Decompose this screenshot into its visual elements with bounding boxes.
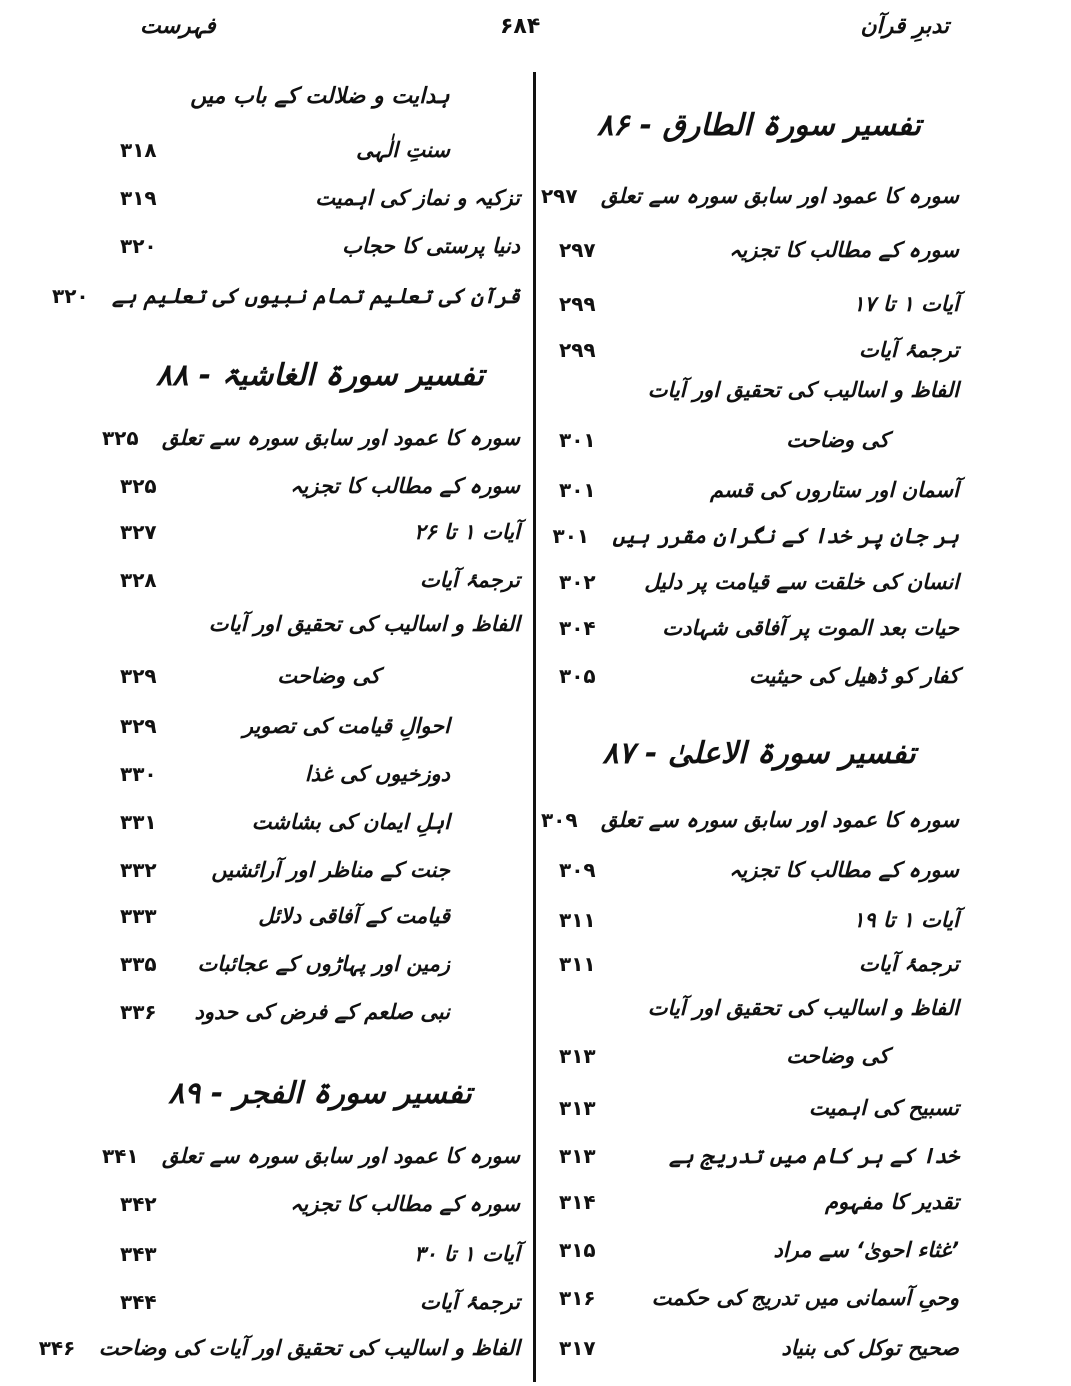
toc-row[interactable] bbox=[120, 1282, 520, 1322]
toc-entry-title: سورہ کے مطالب کا تجزیہ bbox=[290, 1192, 520, 1216]
toc-entry-title: آیات ۱ تا ۲۶ bbox=[414, 520, 520, 544]
toc-row[interactable] bbox=[120, 850, 520, 890]
toc-row[interactable] bbox=[120, 226, 520, 266]
toc-entry-title: تزکیہ و نماز کی اہمیت bbox=[315, 186, 520, 210]
toc-page-number: ۳۴۳ bbox=[120, 1242, 157, 1266]
toc-entry-title: سورہ کے مطالب کا تجزیہ bbox=[290, 474, 520, 498]
toc-page-number: ۳۲۸ bbox=[120, 568, 157, 592]
toc-row[interactable] bbox=[120, 706, 520, 746]
toc-entry-title: قیامت کے آفاقی دلائل bbox=[258, 904, 450, 928]
toc-row[interactable] bbox=[120, 466, 520, 506]
toc-page-number: ۳۰۱ bbox=[559, 428, 596, 452]
toc-entry-title: سورہ کے مطالب کا تجزیہ bbox=[729, 858, 959, 882]
toc-page-number: ۳۱۳ bbox=[559, 1144, 596, 1168]
toc-page-number: ۳۳۲ bbox=[120, 858, 157, 882]
toc-row[interactable] bbox=[559, 470, 959, 510]
toc-row[interactable] bbox=[559, 1136, 959, 1176]
toc-entry-title: آسمان اور ستاروں کی قسم bbox=[709, 478, 959, 502]
surah-heading-87: تفسیر سورۃ الاعلیٰ - ۸۷ bbox=[602, 735, 916, 771]
toc-entry-title: سنتِ الٰہی bbox=[356, 138, 450, 162]
page-number: ۶۸۴ bbox=[500, 14, 541, 39]
toc-row[interactable] bbox=[559, 900, 959, 940]
toc-entry-title: ترجمۂ آیات bbox=[419, 568, 520, 592]
toc-page-number: ۳۰۲ bbox=[559, 570, 596, 594]
toc-row[interactable] bbox=[120, 604, 520, 644]
toc-entry-title: الفاظ و اسالیب کی تحقیق اور آیات bbox=[647, 996, 959, 1020]
toc-entry-title: صحیح توکل کی بنیاد bbox=[781, 1336, 959, 1360]
toc-row[interactable] bbox=[559, 562, 959, 602]
toc-page-number: ۳۴۴ bbox=[120, 1290, 157, 1314]
toc-row[interactable] bbox=[559, 230, 959, 270]
toc-page-number: ۳۴۲ bbox=[120, 1192, 157, 1216]
toc-row[interactable] bbox=[559, 1088, 959, 1128]
toc-page-number: ۲۹۷ bbox=[540, 184, 578, 208]
book-title: تدبرِ قرآن bbox=[860, 14, 949, 39]
toc-row[interactable] bbox=[120, 992, 520, 1032]
toc-entry-title: احوالِ قیامت کی تصویر bbox=[242, 714, 450, 738]
toc-entry-title: وحیِ آسمانی میں تدریج کی حکمت bbox=[651, 1286, 959, 1310]
toc-entry-title: الفاظ و اسالیب کی تحقیق اور آیات bbox=[647, 378, 959, 402]
toc-entry-title: سورہ کا عمود اور سابق سورہ سے تعلق bbox=[600, 808, 959, 832]
toc-entry-title: قرآن کی تعلیم تمام نبیوں کی تعلیم ہے bbox=[111, 284, 520, 308]
toc-page-number: ۳۲۵ bbox=[101, 426, 139, 450]
toc-entry-title: دنیا پرستی کا حجاب bbox=[342, 234, 520, 258]
toc-row[interactable] bbox=[559, 284, 959, 324]
toc-entry-title: خدا کے ہر کام میں تدریج ہے bbox=[669, 1144, 959, 1168]
toc-row[interactable] bbox=[120, 944, 520, 984]
toc-entry-title: سورہ کا عمود اور سابق سورہ سے تعلق bbox=[161, 1144, 520, 1168]
toc-entry-title: کی وضاحت bbox=[277, 664, 380, 688]
toc-page-number: ۳۱۹ bbox=[120, 186, 157, 210]
toc-page-number: ۳۳۳ bbox=[120, 904, 157, 928]
toc-page-number: ۲۹۹ bbox=[559, 338, 596, 362]
toc-row[interactable] bbox=[559, 850, 959, 890]
toc-page-number: ۳۱۷ bbox=[559, 1336, 596, 1360]
toc-entry-title: زمین اور پہاڑوں کے عجائبات bbox=[197, 952, 450, 976]
toc-page-number: ۳۴۶ bbox=[38, 1336, 76, 1360]
toc-entry-title: آیات ۱ تا ۳۰ bbox=[414, 1242, 520, 1266]
toc-row[interactable] bbox=[559, 370, 959, 410]
toc-row[interactable] bbox=[540, 800, 959, 840]
toc-page-number: ۳۱۶ bbox=[559, 1286, 596, 1310]
page-header bbox=[0, 14, 1071, 54]
toc-row[interactable] bbox=[559, 988, 959, 1028]
toc-entry-title: حیات بعد الموت پر آفاقی شہادت bbox=[662, 616, 959, 640]
subsection-heading: ہدایت و ضلالت کے باب میں bbox=[190, 84, 450, 109]
toc-entry-title: تسبیح کی اہمیت bbox=[808, 1096, 959, 1120]
toc-row[interactable] bbox=[120, 1184, 520, 1224]
toc-page-number: ۲۹۷ bbox=[559, 238, 596, 262]
toc-page-number: ۳۱۱ bbox=[559, 952, 596, 976]
toc-page-number: ۳۳۵ bbox=[120, 952, 157, 976]
toc-entry-title: انسان کی خلقت سے قیامت پر دلیل bbox=[644, 570, 959, 594]
toc-page-number: ۳۳۶ bbox=[120, 1000, 157, 1024]
toc-page-number: ۳۰۴ bbox=[559, 616, 596, 640]
toc-entry-title: ترجمۂ آیات bbox=[858, 952, 959, 976]
toc-page-number: ۳۲۵ bbox=[120, 474, 157, 498]
toc-page-number: ۳۲۰ bbox=[120, 234, 157, 258]
toc-entry-title: ترجمۂ آیات bbox=[419, 1290, 520, 1314]
toc-row[interactable] bbox=[120, 560, 520, 600]
toc-row[interactable] bbox=[559, 1278, 959, 1318]
toc-row[interactable] bbox=[101, 418, 520, 458]
toc-page-number: ۳۱۵ bbox=[559, 1238, 596, 1262]
toc-row[interactable] bbox=[559, 608, 959, 648]
toc-entry-title: تقدیر کا مفہوم bbox=[825, 1190, 959, 1214]
section-title: فہرست bbox=[140, 14, 216, 39]
surah-heading-89: تفسیر سورۃ الفجر - ۸۹ bbox=[168, 1075, 472, 1111]
toc-row[interactable] bbox=[540, 176, 959, 216]
toc-page-number: ۳۱۱ bbox=[559, 908, 596, 932]
toc-page-number: ۳۰۹ bbox=[540, 808, 578, 832]
toc-row[interactable] bbox=[120, 178, 520, 218]
toc-row[interactable] bbox=[559, 944, 959, 984]
toc-entry-title: اہلِ ایمان کی بشاشت bbox=[251, 810, 450, 834]
right-column bbox=[540, 78, 959, 1378]
toc-page-number: ۳۲۰ bbox=[51, 284, 89, 308]
toc-entry-title: آیات ۱ تا ۱۹ bbox=[853, 908, 959, 932]
toc-row[interactable] bbox=[559, 1230, 959, 1270]
toc-entry-title: سورہ کا عمود اور سابق سورہ سے تعلق bbox=[600, 184, 959, 208]
toc-entry-title: سورہ کا عمود اور سابق سورہ سے تعلق bbox=[161, 426, 520, 450]
toc-row[interactable] bbox=[101, 1136, 520, 1176]
toc-row[interactable] bbox=[552, 516, 959, 556]
toc-entry-title: ہر جان پر خدا کے نگران مقرر ہیں bbox=[612, 524, 959, 548]
toc-page-number: ۳۴۱ bbox=[101, 1144, 139, 1168]
toc-row[interactable] bbox=[120, 512, 520, 552]
toc-row[interactable] bbox=[120, 130, 520, 170]
toc-page-number: ۳۰۱ bbox=[552, 524, 590, 548]
toc-page-number: ۳۳۰ bbox=[120, 762, 157, 786]
toc-row[interactable] bbox=[559, 656, 959, 696]
toc-page-number: ۳۳۱ bbox=[120, 810, 157, 834]
toc-row[interactable] bbox=[559, 330, 959, 370]
toc-entry-title: آیات ۱ تا ۱۷ bbox=[853, 292, 959, 316]
toc-page-number: ۳۱۳ bbox=[559, 1044, 596, 1068]
surah-heading-88: تفسیر سورۃ الغاشیۃ - ۸۸ bbox=[156, 357, 484, 393]
toc-page-number: ۳۰۹ bbox=[559, 858, 596, 882]
toc-entry-title: الفاظ و اسالیب کی تحقیق اور آیات کی وضاحت bbox=[98, 1336, 520, 1360]
toc-page-number: ۳۰۱ bbox=[559, 478, 596, 502]
toc-page-number: ۳۰۵ bbox=[559, 664, 596, 688]
toc-page-number: ۳۲۹ bbox=[120, 664, 157, 688]
toc-entry-title: ’غثاء احویٰ‘ سے مراد bbox=[773, 1238, 959, 1262]
toc-page-number: ۳۱۳ bbox=[559, 1096, 596, 1120]
toc-page-number: ۳۲۷ bbox=[120, 520, 157, 544]
toc-entry-title: نبی صلعم کے فرض کی حدود bbox=[194, 1000, 450, 1024]
toc-row[interactable] bbox=[120, 754, 520, 794]
toc-row[interactable] bbox=[559, 1182, 959, 1222]
toc-row[interactable] bbox=[51, 276, 520, 316]
toc-entry-title: دوزخیوں کی غذا bbox=[304, 762, 450, 786]
toc-row[interactable] bbox=[559, 1328, 959, 1368]
toc-row[interactable] bbox=[120, 656, 520, 696]
toc-page-number: ۳۲۹ bbox=[120, 714, 157, 738]
toc-entry-title: ترجمۂ آیات bbox=[858, 338, 959, 362]
left-column bbox=[38, 78, 520, 1378]
toc-row[interactable] bbox=[559, 1036, 959, 1076]
toc-page-number: ۳۱۸ bbox=[120, 138, 157, 162]
toc-row[interactable] bbox=[559, 420, 959, 460]
toc-entry-title: سورہ کے مطالب کا تجزیہ bbox=[729, 238, 959, 262]
toc-row[interactable] bbox=[120, 802, 520, 842]
toc-entry-title: کی وضاحت bbox=[786, 428, 889, 452]
toc-row[interactable] bbox=[38, 1328, 520, 1368]
toc-row[interactable] bbox=[120, 1234, 520, 1274]
toc-page-number: ۳۱۴ bbox=[559, 1190, 596, 1214]
toc-row[interactable] bbox=[120, 896, 520, 936]
toc-page-number: ۲۹۹ bbox=[559, 292, 596, 316]
toc-entry-title: کی وضاحت bbox=[786, 1044, 889, 1068]
toc-entry-title: الفاظ و اسالیب کی تحقیق اور آیات bbox=[208, 612, 520, 636]
toc-entry-title: کفار کو ڈھیل کی حیثیت bbox=[748, 664, 959, 688]
column-divider bbox=[533, 72, 536, 1382]
toc-entry-title: جنت کے مناظر اور آرائشیں bbox=[211, 858, 450, 882]
surah-heading-86: تفسیر سورۃ الطارق - ۸۶ bbox=[596, 107, 922, 143]
